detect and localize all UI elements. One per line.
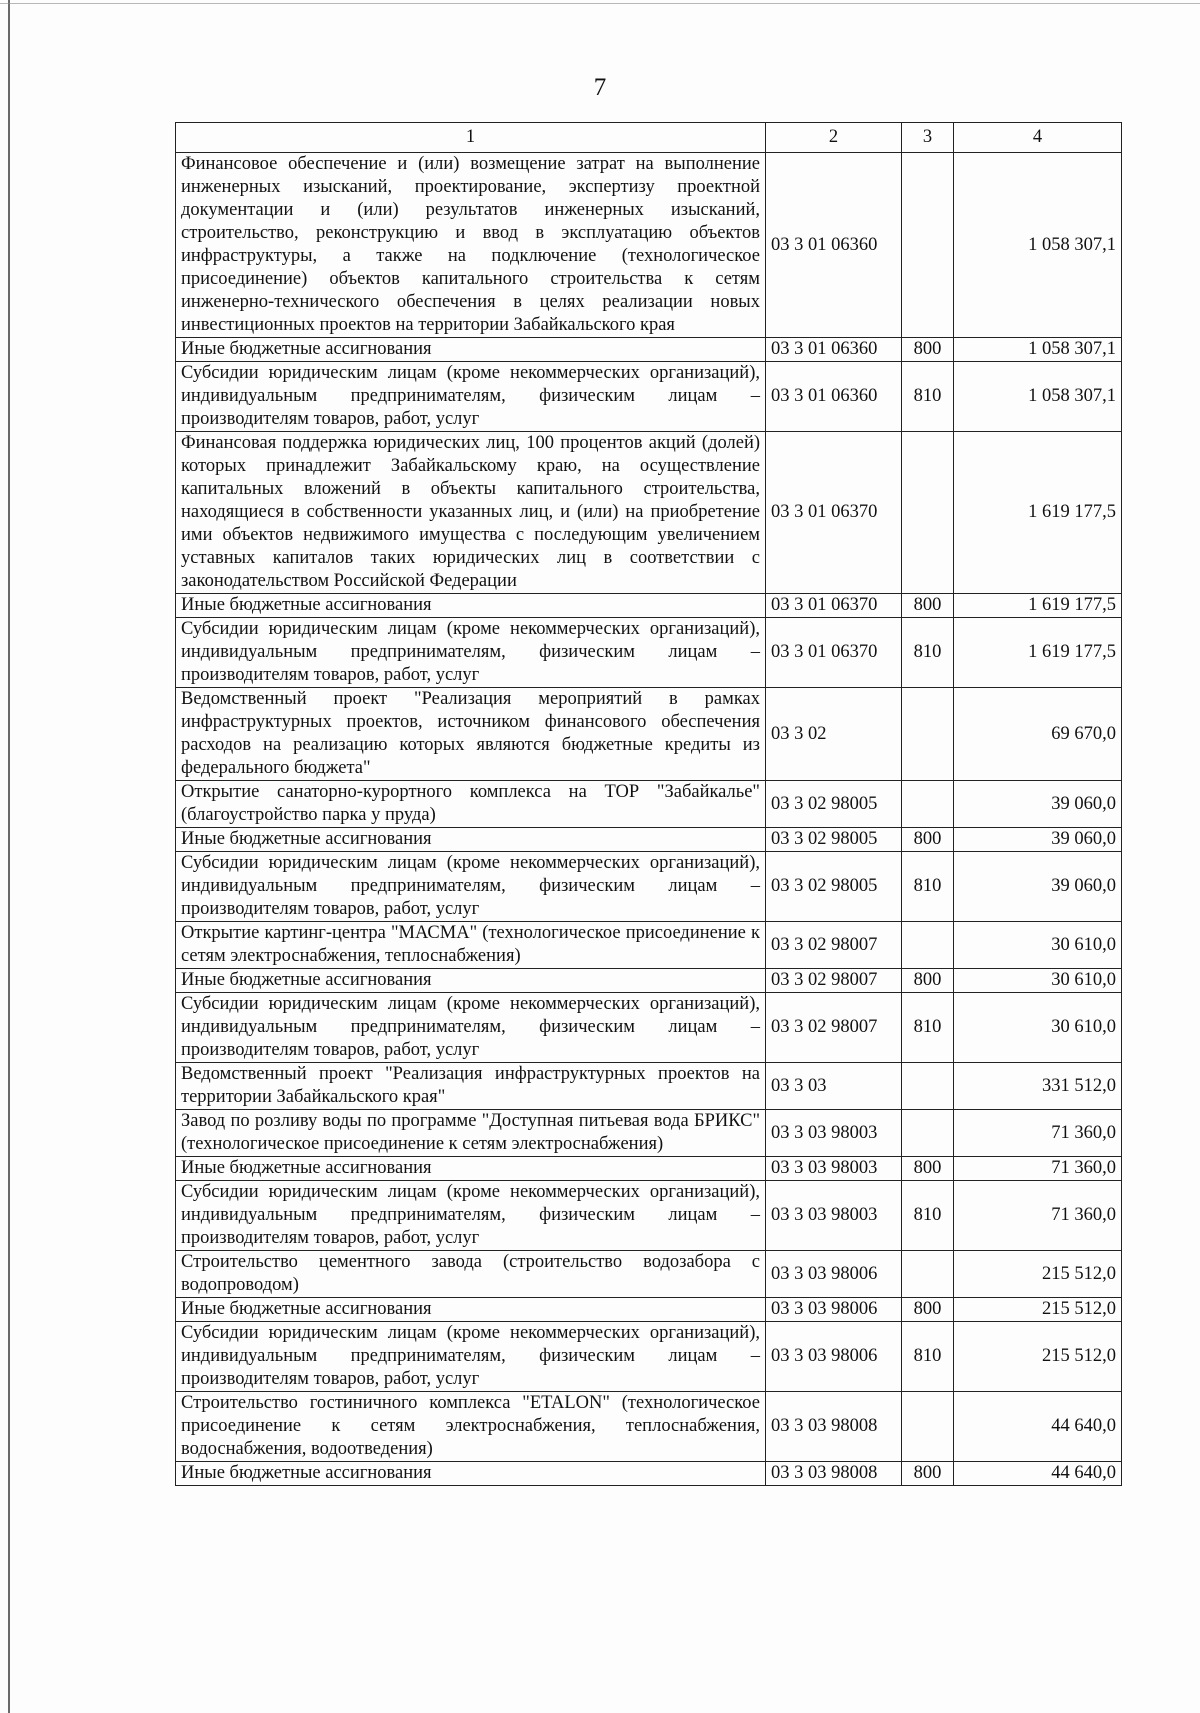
row-amount-cell: 30 610,0 <box>954 993 1122 1063</box>
row-amount-cell: 215 512,0 <box>954 1322 1122 1392</box>
row-type-cell: 810 <box>902 993 954 1063</box>
row-amount-cell: 44 640,0 <box>954 1392 1122 1462</box>
row-type-cell: 810 <box>902 852 954 922</box>
row-code-cell: 03 3 03 98003 <box>766 1157 902 1181</box>
budget-table <box>175 122 1122 1486</box>
column-header-1: 1 <box>176 123 766 153</box>
row-name-cell: Субсидии юридическим лицам (кроме некоммерческих организаций), индивидуальным предпринимателям, физическим лицам – производителям товаров, работ, услуг <box>176 1181 766 1251</box>
row-type-cell <box>902 1063 954 1110</box>
row-name-cell: Иные бюджетные ассигнования <box>176 1298 766 1322</box>
row-code-cell: 03 3 03 98006 <box>766 1251 902 1298</box>
row-type-cell <box>902 153 954 338</box>
row-amount-cell: 1 058 307,1 <box>954 153 1122 338</box>
row-code-cell: 03 3 02 98005 <box>766 852 902 922</box>
row-name-cell: Строительство цементного завода (строительство водозабора с водопроводом) <box>176 1251 766 1298</box>
row-type-cell <box>902 688 954 781</box>
row-type-cell <box>902 432 954 594</box>
table-row <box>176 922 1122 969</box>
table-row <box>176 781 1122 828</box>
row-type-cell: 800 <box>902 1462 954 1486</box>
row-type-cell: 800 <box>902 338 954 362</box>
row-code-cell: 03 3 03 98008 <box>766 1462 902 1486</box>
row-amount-cell: 39 060,0 <box>954 781 1122 828</box>
row-code-cell: 03 3 01 06370 <box>766 618 902 688</box>
row-code-cell: 03 3 02 98007 <box>766 993 902 1063</box>
row-amount-cell: 215 512,0 <box>954 1298 1122 1322</box>
row-name-cell: Иные бюджетные ассигнования <box>176 594 766 618</box>
row-amount-cell: 44 640,0 <box>954 1462 1122 1486</box>
row-code-cell: 03 3 03 98003 <box>766 1110 902 1157</box>
row-name-cell: Иные бюджетные ассигнования <box>176 1157 766 1181</box>
row-code-cell: 03 3 02 98007 <box>766 922 902 969</box>
row-amount-cell: 215 512,0 <box>954 1251 1122 1298</box>
row-name-cell: Ведомственный проект "Реализация инфраструктурных проектов на территории Забайкальского края" <box>176 1063 766 1110</box>
row-code-cell: 03 3 01 06370 <box>766 594 902 618</box>
row-name-cell: Иные бюджетные ассигнования <box>176 1462 766 1486</box>
table-row <box>176 618 1122 688</box>
column-header-3: 3 <box>902 123 954 153</box>
table-row <box>176 688 1122 781</box>
table-row <box>176 362 1122 432</box>
scan-border-left <box>8 0 10 1713</box>
table-row <box>176 1063 1122 1110</box>
row-amount-cell: 1 619 177,5 <box>954 432 1122 594</box>
row-name-cell: Финансовое обеспечение и (или) возмещение затрат на выполнение инженерных изысканий, проектирование, экспертизу проектной документации и (или) результатов инженерных изысканий, строительство, реконструкцию и ввод в эксплуатацию объектов инфраструктуры, а также на подключение (технологическое присоединение) объектов капитального строительства к сетям инженерно-технического обеспечения в целях реализации новых инвестиционных проектов на территории Забайкальского края <box>176 153 766 338</box>
table-row <box>176 969 1122 993</box>
row-name-cell: Субсидии юридическим лицам (кроме некоммерческих организаций), индивидуальным предпринимателям, физическим лицам – производителям товаров, работ, услуг <box>176 1322 766 1392</box>
row-type-cell: 810 <box>902 1181 954 1251</box>
table-row <box>176 338 1122 362</box>
table-row <box>176 828 1122 852</box>
row-code-cell: 03 3 02 98005 <box>766 781 902 828</box>
row-type-cell <box>902 1251 954 1298</box>
row-code-cell: 03 3 01 06370 <box>766 432 902 594</box>
row-code-cell: 03 3 03 98006 <box>766 1322 902 1392</box>
row-name-cell: Субсидии юридическим лицам (кроме некоммерческих организаций), индивидуальным предпринимателям, физическим лицам – производителям товаров, работ, услуг <box>176 618 766 688</box>
table-row <box>176 852 1122 922</box>
row-code-cell: 03 3 02 <box>766 688 902 781</box>
row-code-cell: 03 3 03 98008 <box>766 1392 902 1462</box>
row-code-cell: 03 3 01 06360 <box>766 153 902 338</box>
row-amount-cell: 69 670,0 <box>954 688 1122 781</box>
row-name-cell: Открытие санаторно-курортного комплекса на ТОР "Забайкалье" (благоустройство парка у пруда) <box>176 781 766 828</box>
row-code-cell: 03 3 02 98007 <box>766 969 902 993</box>
row-name-cell: Субсидии юридическим лицам (кроме некоммерческих организаций), индивидуальным предпринимателям, физическим лицам – производителям товаров, работ, услуг <box>176 993 766 1063</box>
column-header-2: 2 <box>766 123 902 153</box>
row-amount-cell: 30 610,0 <box>954 969 1122 993</box>
row-amount-cell: 71 360,0 <box>954 1157 1122 1181</box>
row-name-cell: Иные бюджетные ассигнования <box>176 828 766 852</box>
table-row <box>176 993 1122 1063</box>
row-type-cell <box>902 1110 954 1157</box>
row-amount-cell: 1 619 177,5 <box>954 618 1122 688</box>
row-type-cell: 810 <box>902 1322 954 1392</box>
row-type-cell <box>902 922 954 969</box>
row-amount-cell: 30 610,0 <box>954 922 1122 969</box>
table-row <box>176 1157 1122 1181</box>
row-name-cell: Открытие картинг-центра "МАСМА" (технологическое присоединение к сетям электроснабжения, теплоснабжения) <box>176 922 766 969</box>
table-row <box>176 1110 1122 1157</box>
table-row <box>176 153 1122 338</box>
row-type-cell: 810 <box>902 362 954 432</box>
row-code-cell: 03 3 02 98005 <box>766 828 902 852</box>
row-name-cell: Финансовая поддержка юридических лиц, 100 процентов акций (долей) которых принадлежит Забайкальскому краю, на осуществление капитальных вложений в объекты капитального строительства, находящиеся в собственности указанных лиц, и (или) на приобретение ими объектов недвижимого имущества с последующим увеличением уставных капиталов таких юридических лиц в соответствии с законодательством Российской Федерации <box>176 432 766 594</box>
row-amount-cell: 1 058 307,1 <box>954 362 1122 432</box>
table-row <box>176 594 1122 618</box>
row-type-cell: 810 <box>902 618 954 688</box>
row-type-cell: 800 <box>902 828 954 852</box>
row-code-cell: 03 3 03 98006 <box>766 1298 902 1322</box>
table-row <box>176 1181 1122 1251</box>
table-row <box>176 1392 1122 1462</box>
table-row <box>176 1298 1122 1322</box>
row-name-cell: Иные бюджетные ассигнования <box>176 969 766 993</box>
row-code-cell: 03 3 01 06360 <box>766 338 902 362</box>
row-name-cell: Ведомственный проект "Реализация мероприятий в рамках инфраструктурных проектов, источником финансового обеспечения расходов на реализацию которых являются бюджетные кредиты из федерального бюджета" <box>176 688 766 781</box>
row-amount-cell: 71 360,0 <box>954 1181 1122 1251</box>
row-name-cell: Субсидии юридическим лицам (кроме некоммерческих организаций), индивидуальным предпринимателям, физическим лицам – производителям товаров, работ, услуг <box>176 362 766 432</box>
row-type-cell: 800 <box>902 969 954 993</box>
row-amount-cell: 71 360,0 <box>954 1110 1122 1157</box>
row-amount-cell: 1 058 307,1 <box>954 338 1122 362</box>
row-type-cell <box>902 1392 954 1462</box>
row-type-cell: 800 <box>902 594 954 618</box>
table-row <box>176 1251 1122 1298</box>
row-amount-cell: 39 060,0 <box>954 828 1122 852</box>
row-amount-cell: 331 512,0 <box>954 1063 1122 1110</box>
row-name-cell: Субсидии юридическим лицам (кроме некоммерческих организаций), индивидуальным предпринимателям, физическим лицам – производителям товаров, работ, услуг <box>176 852 766 922</box>
table-header-row <box>176 123 1122 153</box>
row-amount-cell: 1 619 177,5 <box>954 594 1122 618</box>
table-row <box>176 1462 1122 1486</box>
table-row <box>176 1322 1122 1392</box>
scan-border-top <box>0 3 1200 4</box>
row-amount-cell: 39 060,0 <box>954 852 1122 922</box>
row-type-cell: 800 <box>902 1298 954 1322</box>
row-code-cell: 03 3 03 98003 <box>766 1181 902 1251</box>
row-code-cell: 03 3 03 <box>766 1063 902 1110</box>
row-name-cell: Завод по розливу воды по программе "Доступная питьевая вода БРИКС" (технологическое присоединение к сетям электроснабжения) <box>176 1110 766 1157</box>
page-number: 7 <box>593 74 607 101</box>
row-name-cell: Строительство гостиничного комплекса "ETALON" (технологическое присоединение к сетям электроснабжения, теплоснабжения, водоснабжения, водоотведения) <box>176 1392 766 1462</box>
column-header-4: 4 <box>954 123 1122 153</box>
row-name-cell: Иные бюджетные ассигнования <box>176 338 766 362</box>
row-code-cell: 03 3 01 06360 <box>766 362 902 432</box>
row-type-cell: 800 <box>902 1157 954 1181</box>
table-row <box>176 432 1122 594</box>
row-type-cell <box>902 781 954 828</box>
